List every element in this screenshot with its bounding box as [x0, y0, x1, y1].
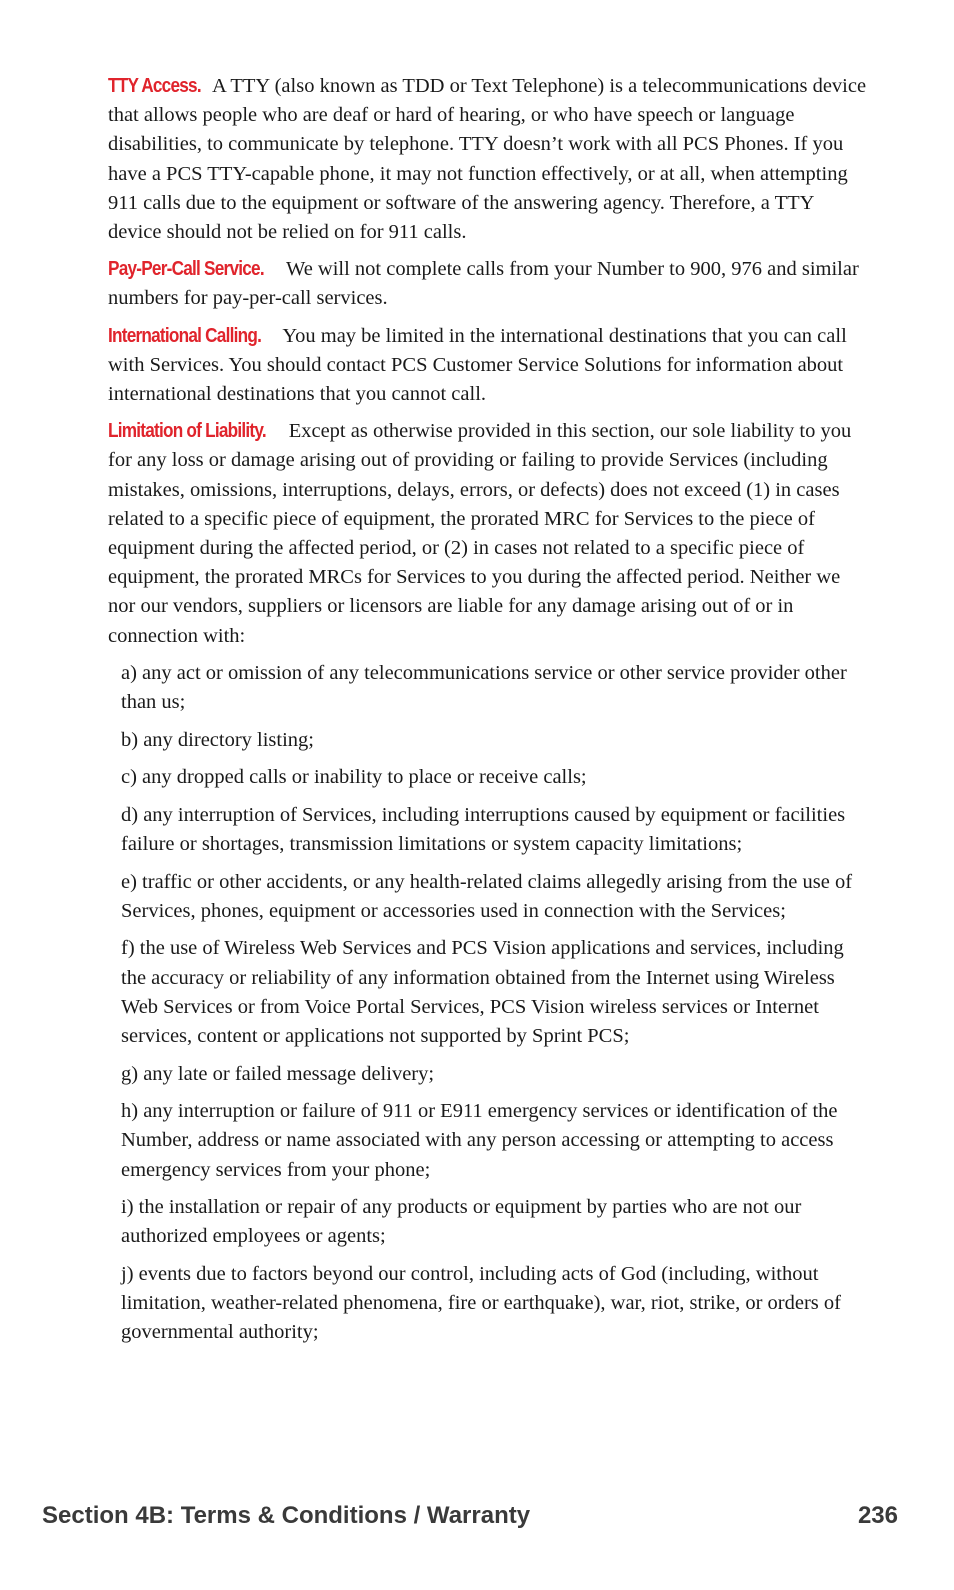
footer-section-title: Section 4B: Terms & Conditions / Warranty — [42, 1502, 531, 1529]
tty-access-paragraph — [108, 72, 868, 247]
page-number: 236 — [857, 1502, 898, 1529]
limitation-of-liability-heading: Limitation of Liability. — [108, 420, 266, 443]
page-content — [108, 72, 868, 1356]
pay-per-call-paragraph — [108, 255, 868, 313]
list-item: g) any late or failed message delivery; — [121, 1062, 435, 1085]
international-calling-heading: International Calling. — [108, 324, 262, 347]
list-item: i) the installation or repair of any products or equipment by parties who are not our authorized employees or agents; — [121, 1196, 802, 1248]
list-item: a) any act or omission of any telecommunications service or other service provider other than us; — [121, 661, 847, 714]
list-item: d) any interruption of Services, including interruptions caused by equipment or facilities failure or shortages, transmission limitations or system capacity limitations; — [121, 803, 846, 856]
limitation-of-liability-body: Except as otherwise provided in this section, our sole liability to you for any loss or damage arising out of providing or failing to provide Services (including mistakes, omissions, interruptions, delays, errors, or defects) does not exceed (1) in cases related to a specific piece of equipment, the prorated MRC for Services to the piece of equipment during the affected period, or (2) in cases not related to a specific piece of equipment, the prorated MRCs for Services to you during the affected period. Neither we nor our vendors, suppliers or licensors are liable for any damage arising out of or in connection with: — [108, 420, 852, 647]
liability-exclusions-list — [108, 659, 868, 1348]
list-item: f) the use of Wireless Web Services and PCS Vision applications and services, including the accuracy or reliability of any information obtained from the Internet using Wireless Web Services or from Voice Portal Services, PCS Vision wireless services or Internet services, content or applications not supported by Sprint PCS; — [121, 937, 844, 1048]
limitation-of-liability-paragraph — [108, 417, 868, 651]
list-item: j) events due to factors beyond our control, including acts of God (including, without limitation, weather-related phenomena, fire or earthquake), war, riot, strike, or orders of governmental authority; — [121, 1263, 841, 1344]
pay-per-call-heading: Pay-Per-Call Service. — [108, 258, 264, 281]
list-item: h) any interruption or failure of 911 or E911 emergency services or identification of the Number, address or name associated with any person accessing or attempting to access emergency services from your phone; — [121, 1100, 838, 1181]
list-item: b) any directory listing; — [121, 728, 314, 751]
international-calling-body: You may be limited in the international destinations that you can call with Services. You should contact PCS Customer Service Solutions for information about international destinations that you cannot call. — [108, 324, 847, 406]
pay-per-call-body: We will not complete calls from your Number to 900, 976 and similar numbers for pay-per-call services. — [108, 258, 859, 310]
tty-access-body: A TTY (also known as TDD or Text Telephone) is a telecommunications device that allows people who are deaf or hard of hearing, or who have speech or language disabilities, to communicate by telephone. TTY doesn’t work with all PCS Phones. If you have a PCS TTY-capable phone, it may not function effectively, or at all, when attempting 911 calls due to the equipment or software of the answering agency. Therefore, a TTY device should not be relied on for 911 calls. — [108, 75, 867, 244]
international-calling-paragraph — [108, 322, 868, 410]
list-item: c) any dropped calls or inability to place or receive calls; — [121, 766, 587, 789]
page-footer — [42, 1502, 898, 1530]
list-item: e) traffic or other accidents, or any health-related claims allegedly arising from the use of Services, phones, equipment or accessories used in connection with the Services; — [121, 870, 853, 922]
tty-access-heading: TTY Access. — [108, 75, 201, 97]
